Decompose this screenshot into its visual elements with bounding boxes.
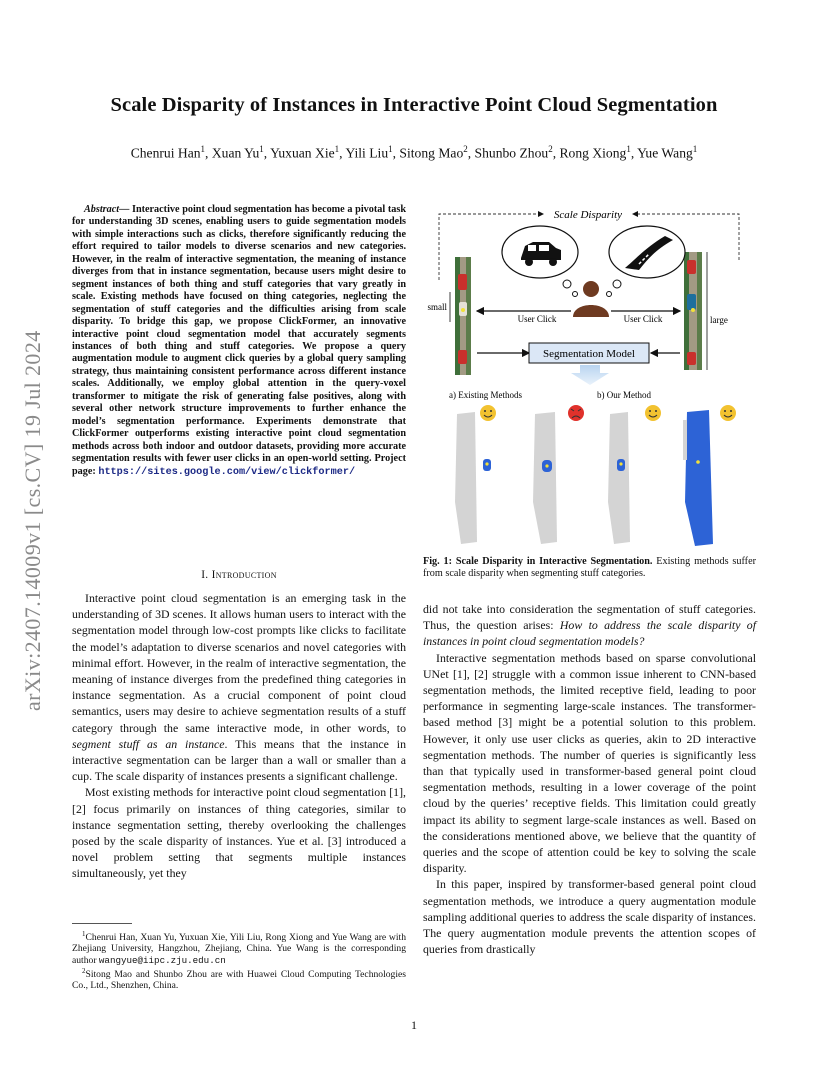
page-number: 1 — [411, 1018, 417, 1032]
user-click-label-right: User Click — [623, 314, 663, 324]
author-affiliation-mark: 1 — [626, 144, 631, 154]
author-name: Xuan Yu — [211, 145, 260, 161]
intro-paragraph-1 — [72, 590, 406, 784]
introduction-right-column — [423, 601, 756, 957]
footnote-2 — [72, 966, 406, 992]
existing-methods-label: a) Existing Methods — [449, 390, 522, 400]
author-name: Yili Liu — [345, 145, 389, 161]
author-name: Chenrui Han — [130, 145, 201, 161]
thought-bubble-car — [502, 226, 578, 297]
user-person-icon — [573, 281, 609, 317]
author-name: Yue Wang — [637, 145, 693, 161]
paper-title: Scale Disparity of Instances in Interactive Point Cloud Segmentation — [110, 94, 718, 116]
author-name: Rong Xiong — [559, 145, 627, 161]
footnote-divider — [72, 923, 132, 924]
author-affiliation-mark: 1 — [334, 144, 340, 154]
author-name: Yuxuan Xie — [270, 145, 335, 161]
street-scan-left — [455, 257, 471, 375]
author-affiliation-mark: 2 — [463, 144, 468, 154]
abstract-dash: — — [119, 204, 130, 215]
footnote-1 — [72, 929, 406, 966]
abstract — [72, 204, 406, 479]
section-title: Introduction — [211, 569, 277, 581]
corresponding-email: wangyue@iipc.zju.edu.cn — [98, 954, 226, 966]
result-existing-large — [533, 405, 584, 544]
result-existing-small — [455, 405, 496, 544]
arxiv-identifier: arXiv:2407.14009v1 [cs.CV] 19 Jul 2024 — [20, 330, 45, 712]
author-name: Shunbo Zhou — [474, 145, 549, 161]
footnotes — [72, 929, 406, 991]
project-page-link[interactable]: https://sites.google.com/view/clickformer/ — [98, 466, 356, 478]
intro-p1-emphasis: segment stuff as an instance — [72, 736, 225, 751]
intro-p1-a: Interactive point cloud segmentation is an emerging task in the understanding of 3D scenes. It allows human users to interact with the segmentation model through low-cost prompts like clicks to facilitate the model’s adaptation to diverse scenarios and novel categories with minimal effort. However, in the realm of interactive segmentation, the meaning of instance diverges from the predefined thing categories in instance segmentation. As a crucial component of point cloud semantics, users may desire to achieve segmentation results of a stuff category through the same interactive mode, in other words, to — [72, 591, 406, 735]
result-ours-small — [608, 405, 661, 544]
our-method-label: b) Our Method — [597, 390, 651, 400]
segmentation-model-label: Segmentation Model — [543, 348, 635, 360]
figure-1 — [425, 202, 758, 547]
author-list: Chenrui Han$^1$, Xuan Yu$^1$, Yuxuan Xie$^1$, Yili Liu$^1$, Sitong Mao$^2$, Shunbo Zhou$^2$, Rong Xiong$^1$, Yue Wang$^1$ — [130, 144, 698, 161]
intro-p3-a: did not take into consideration the segmentation of stuff categories. Thus, the question arises: — [423, 602, 756, 633]
intro-paragraph-3 — [423, 601, 756, 650]
intro-p3-question: How to address the scale disparity of instances in point cloud segmentation models? — [423, 618, 756, 649]
output-arrow — [571, 365, 609, 385]
footnote-2-mark: 2 — [82, 966, 86, 975]
abstract-label: Abstract — [84, 204, 120, 215]
large-label: large — [710, 315, 728, 325]
author-affiliation-mark: 1 — [200, 144, 206, 154]
author-affiliation-mark: 1 — [388, 144, 393, 154]
introduction-left-column — [72, 590, 406, 882]
small-label: small — [427, 302, 447, 312]
footnote-1-text: Chenrui Han, Xuan Yu, Yuxuan Xie, Yili Liu, Rong Xiong and Yue Wang are with Zhejiang University, Hangzhou, Zhejiang, China. Yue Wang is the corresponding author — [72, 932, 406, 966]
abstract-text: Interactive point cloud segmentation has become a pivotal task for understanding 3D scenes, enabling users to guide segmentation models with simple interactions such as clicks, therefore significantly reducing the effort required to tailor models to diverse scenarios and new categories. However, in the realm of interactive segmentation, the meaning of instance diverges from that in instance segmentation, because users might desire to segment instances of both thing and stuff categories that vary greatly in scale. Existing methods have focused on thing categories, neglecting the segmentation of stuff categories and the difficulties arising from scale disparity. To bridge this gap, we propose ClickFormer, an innovative interactive point cloud segmentation model that accurately segments instances of both thing and stuff categories. We propose a query augmentation module to augment click queries by a global query sampling strategy, thus maintaining consistent performance across different instance scales. Additionally, we employ global attention in the query-voxel transformer to mitigate the risk of generating false positives, along with several other network structure improvements to further enhance the model’s segmentation performance. Experiments demonstrate that ClickFormer outperforms existing interactive point cloud segmentation methods across both indoor and outdoor datasets, providing more accurate segmentation results with fewer user clicks in an open-world setting. Project page: — [72, 204, 406, 477]
street-scan-right — [684, 252, 702, 370]
figure-1-caption — [423, 556, 756, 580]
author-affiliation-mark: 2 — [548, 144, 553, 154]
intro-paragraph-5: In this paper, inspired by transformer-based general point cloud segmentation methods, we introduce a query augmentation module sampling additional queries to address the scale disparity of instances. The query augmentation module prevents the attention scopes of queries from drastically — [423, 877, 756, 957]
author-affiliation-mark: 1 — [259, 144, 264, 154]
thought-bubble-road — [607, 226, 686, 297]
section-number: I. — [201, 569, 212, 581]
user-click-label-left: User Click — [517, 314, 557, 324]
author-name: Sitong Mao — [399, 145, 464, 161]
author-affiliation-mark: 1 — [692, 144, 698, 154]
section-heading-introduction — [72, 569, 406, 581]
result-ours-large — [683, 405, 736, 546]
intro-paragraph-4: Interactive segmentation methods based on sparse convolutional UNet [1], [2] struggle with a common issue inherent to CNN-based segmentation methods, the limited receptive field, leading to poor performance in segmenting large-scale instances. The transformer-based method [3] might be a potential solution to this problem. However, it only use user clicks as queries, akin to 2D interactive segmentation methods. The number of queries is significantly less than that typically used in transformer-based general point cloud segmentation methods, resulting in a lower coverage of the point cloud by the queries’ receptive fields. This limitation could greatly impact its ability to segment large-scale instances as well. Based on the considerations mentioned above, we believe that the quantity of queries and the scope of attention could be key to solving the scale disparity. — [423, 650, 756, 876]
footnote-1-mark: 1 — [82, 930, 86, 938]
intro-paragraph-2: Most existing methods for interactive point cloud segmentation [1], [2] focus primarily on instances of thing categories, similar to instance segmentation setting, thereby overlooking the challenges posed by the scale disparity of instances. Yue et al. [3] introduced a novel problem setting that segments multiple instances simultaneously, yet they — [72, 785, 406, 881]
footnote-2-text: Sitong Mao and Shunbo Zhou are with Huawei Cloud Computing Technologies Co., Ltd., Shenzhen, China. — [72, 968, 406, 992]
scale-disparity-label: Scale Disparity — [553, 209, 623, 221]
intro-p1-b: . This means that the instance in interactive segmentation can be larger than a wall or smaller than a cup. The scale disparity of instances presents a significant challenge. — [72, 736, 406, 784]
caption-label: Fig. 1: Scale Disparity in Interactive Segmentation. — [423, 556, 653, 567]
caption-text: Existing methods suffer from scale disparity when segmenting stuff categories. — [423, 556, 756, 580]
